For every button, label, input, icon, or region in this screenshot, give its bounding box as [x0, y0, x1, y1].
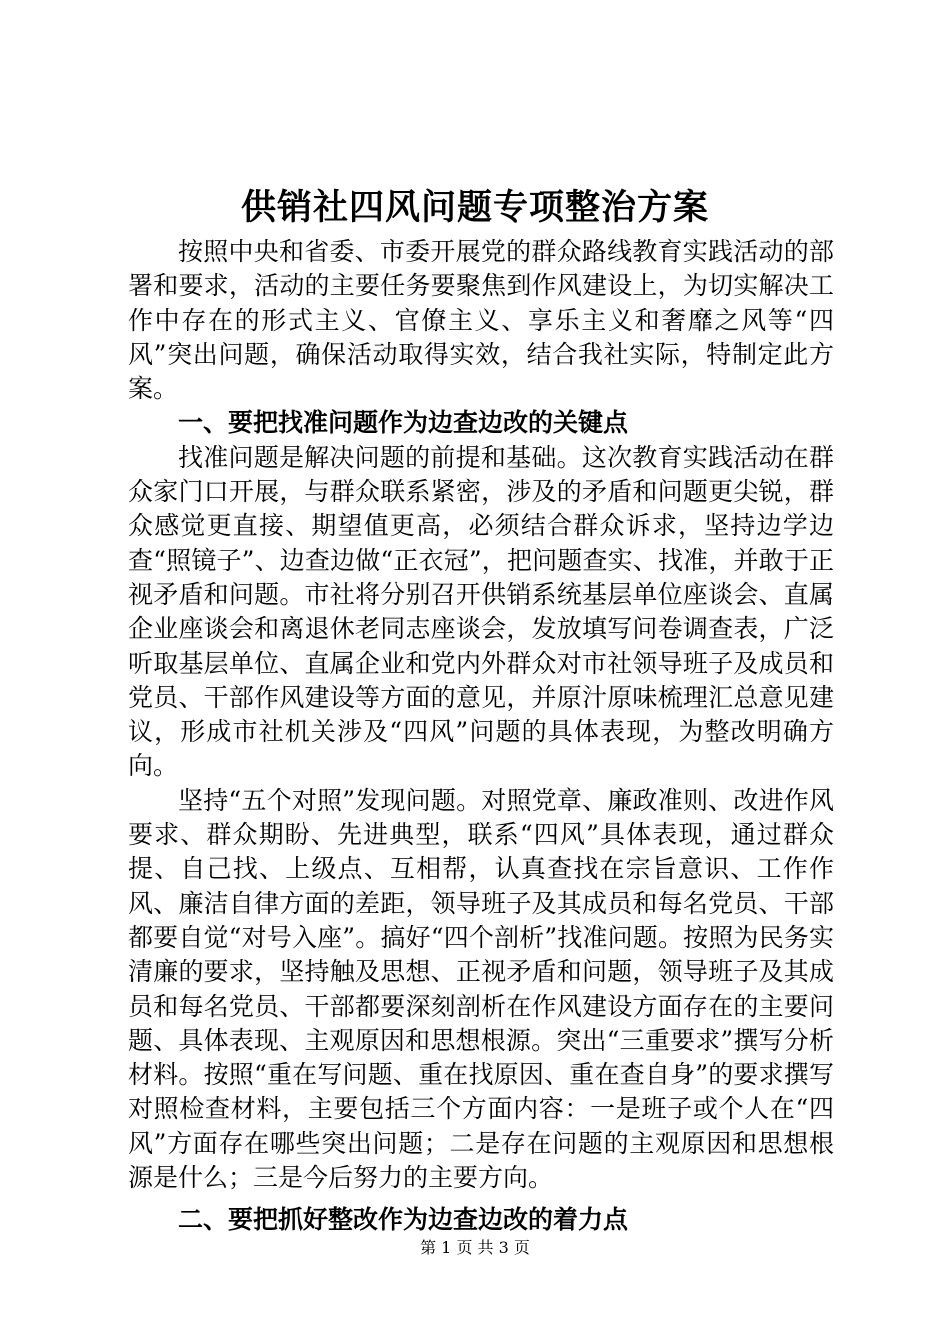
document-title: 供销社四风问题专项整治方案: [240, 187, 709, 228]
section-heading-2: 二、要把抓好整改作为边查边改的着力点: [178, 1205, 629, 1235]
body-paragraph-2: 坚持“五个对照”发现问题。对照党章、廉政准则、改进作风要求、群众期盼、先进典型，联系“四风”具体表现，通过群众提、自己找、上级点、互相帮，认真查找在宗旨意识、工作作风、廉洁自律方面的差距，领导班子及其成员和每名党员、干部都要自觉“对号入座”。搞好“四个剖析”找准问题。按照为民务实清廉的要求，坚持触及思想、正视矛盾和问题，领导班子及其成员和每名党员、干部都要深刻剖析在作风建设方面存在的主要问题、具体表现、主观原因和思想根源。突出“三重要求”撰写分析材料。按照“重在写问题、重在找原因、重在查自身”的要求撰写对照检查材料，主要包括三个方面内容：一是班子或个人在“四风”方面存在哪些突出问题；二是存在问题的主观原因和思想根源是什么；三是今后努力的主要方向。: [128, 785, 834, 1193]
intro-paragraph: 按照中央和省委、市委开展党的群众路线教育实践活动的部署和要求，活动的主要任务要聚焦到作风建设上，为切实解决工作中存在的形式主义、官僚主义、享乐主义和奢靡之风等“四风”突出问题，确保活动取得实效，结合我社实际，特制定此方案。: [128, 237, 834, 404]
document-body: [128, 235, 834, 1238]
section-heading-1: 一、要把找准问题作为边查边改的关键点: [178, 408, 629, 438]
page-footer: 第 1 页 共 3 页: [420, 1238, 530, 1257]
body-paragraph-1: 找准问题是解决问题的前提和基础。这次教育实践活动在群众家门口开展，与群众联系紧密，涉及的矛盾和问题更尖锐，群众感觉更直接、期望值更高，必须结合群众诉求，坚持边学边查“照镜子”、边查边做“正衣冠”，把问题查实、找准，并敢于正视矛盾和问题。市社将分别召开供销系统基层单位座谈会、直属企业座谈会和离退休老同志座谈会，发放填写问卷调查表，广泛听取基层单位、直属企业和党内外群众对市社领导班子及成员和党员、干部作风建设等方面的意见，并原汁原味梳理汇总意见建议，形成市社机关涉及“四风”问题的具体表现，为整改明确方向。: [128, 442, 834, 781]
